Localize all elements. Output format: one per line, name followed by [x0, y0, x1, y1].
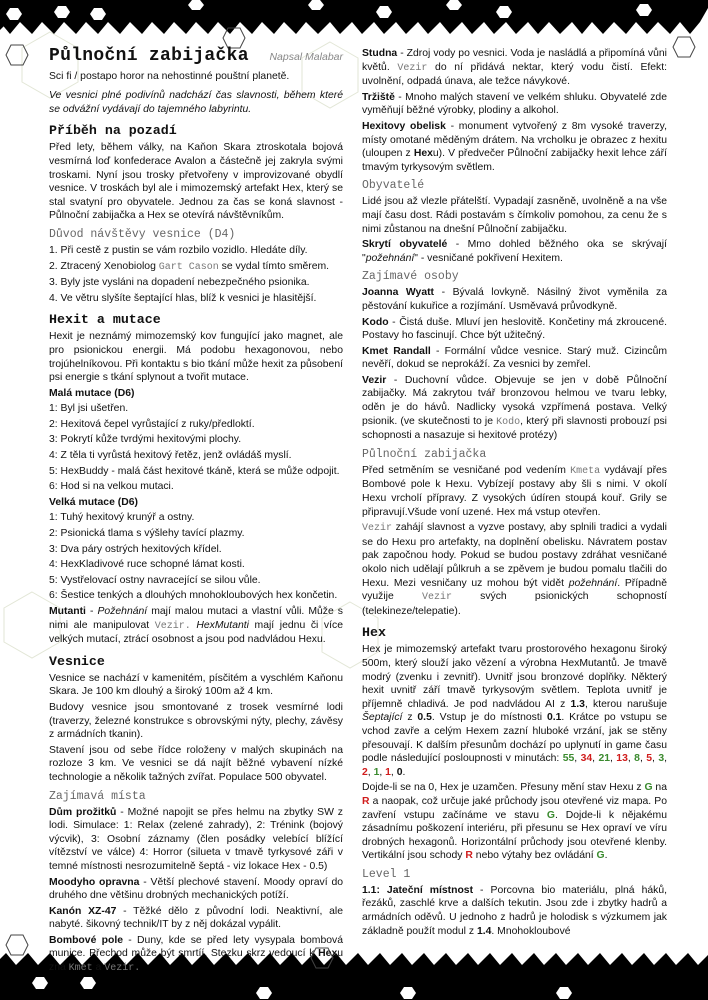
npc-name: Gart Cason: [158, 261, 219, 273]
sequence-value: 13: [616, 753, 628, 765]
village-heading: Vesnice: [49, 653, 105, 669]
subtitle: Sci fi / postapo horor na nehostinné pouštní planetě.: [49, 70, 290, 82]
village-paragraph: Stavení jsou od sebe řídce roloženy v malých skupinách na rozloze 3 km. Ve vesnici se dá najít běžné vybavení nízké technologie a několik tažných zvířat. Populace 500 obyvatel.: [49, 744, 343, 783]
inhabitants-heading: Obyvatelé: [362, 179, 425, 193]
big-mutation-item: 3: Dva páry ostrých hexitových křídel.: [49, 543, 222, 555]
reason-item: 3. Byly jste vysláni na dopadení nebezpečného psionika.: [49, 277, 310, 289]
sequence-value: 21: [598, 753, 610, 765]
person-entry: Kodo - Čistá duše. Mluví jen heslovitě. Končetiny má zkroucené. Postavy ho fascinují. Chce být užitečný.: [362, 316, 667, 342]
small-mutation-item: 3: Pokrytí kůže tvrdými hexitovými plochy.: [49, 434, 242, 446]
person-entry: Vezir - Duchovní vůdce. Objevuje se jen v době Půlnoční zabijačky. Má zakrytou tvář bronzovou helmou ve tvaru lebky, oděn je do hávů. Nadlicky vysoká vzpřímená postava. Velký psionik. (ve skutečnosti to je Kodo, který při slavnosti probouzí psi schopnosti a nasazuje si hexitové protézy): [362, 374, 667, 442]
place-entry: Hexitovy obelisk - monument vytvořený z 8m vysoké traverzy, místy omotané měděným drátem. Na vrcholku je obrazec z hexitu (uloupen z Hexu). V předvečer Půlnoční zabijačky hexit lehce září tmavým tyrkysovým světlem.: [362, 120, 667, 173]
place-entry: Dům prožitků - Možné napojit se přes helmu na zbytky SW z lodi. Simulace: 1: Relax (zelené zahrady), 2: Trénink (bojový výcvik), 3: Osobní záznamy (člen posádky velebící blížící vítězství ve válce) 4: Horror (silueta v tmavě tyrkysové záři v temné místnosti nesrozumitelně šeptá - viz lokace Hex - 0.5): [49, 806, 343, 872]
place-entry: Studna - Zdroj vody po vesnici. Voda je nasládlá a připomíná vůni květů. Vezir do ní přidává nektar, který vodu čistí. Efekt: uvolnění, odpadá únava, ale težce návykové.: [362, 48, 668, 88]
hexit-text: Hexit je neznámý mimozemský kov fungující jako magnet, ale pro psionickou energii. Má podobu hexagonovou, nebo trojúhelníkovou. Při kontaktu s bio tkání může hexit za působení psi energie s tkání splynout a tvořit mutace.: [49, 331, 343, 384]
sequence-value: 2: [362, 766, 368, 778]
backstory-heading: Příběh na pozadí: [49, 123, 177, 139]
festival-text: Před setměním se vesničané pod vedením Kmeta vydávají přes Bombové pole k Hexu. Vybízejí postavy aby šli s nimi. V okolí Hexu vrcholí přípravy. Z vysokých údíren stoupá kouř. Grily se připravují.Všude voní uzené. Hex má vstup otevřen.: [362, 464, 668, 518]
big-mutation-item: 2: Psionická tlama s výšlehy tavící plazmy.: [49, 528, 245, 540]
right-column: [362, 47, 667, 940]
place-entry: Kanón XZ-47 - Těžké dělo z původní lodi. Neaktivní, ale nabyté. šikovný technik/IT by z něj dokázal vypálit.: [49, 905, 343, 931]
small-mutation-heading: Malá mutace (D6): [49, 387, 135, 399]
person-entry: Kmet Randall - Formální vůdce vesnice. Starý muž. Cizincům nevěří, dokud se neprokáží. Za vesnici by zemřel.: [362, 345, 668, 371]
sequence-value: 1: [385, 766, 391, 778]
level1-heading: Level 1: [362, 867, 411, 881]
backstory-text: Před lety, během války, na Kaňon Skara ztroskotala bojová vesmírná loď konfederace Avalon a částečně jej zakryla svými troskami. Nyní jsou trosky přetvořeny v improvizované obydlí vesnice. V troskách byl ale i mimozemský artefakt Hex, který se stal svatyní pro obyvatele. Jednou za čas se koná slavnost - Půlnoční zabijačka a Hex se otevírá návštěvníkům.: [49, 142, 343, 222]
title-row: [49, 46, 343, 66]
tagline: Ve vesnici plné podivínů nadchází čas slavnosti, během které se odvážní vydávají do tajemného labyrintu.: [49, 90, 343, 115]
sequence-value: 3: [658, 753, 665, 765]
hidden-inhabitants: Skrytí obyvatelé - Mmo dohled běžného oka se skrývají "požehnání" - vesničané pokřivení Hexitem.: [362, 239, 667, 264]
sequence-value: 0: [396, 766, 403, 778]
sequence-value: 8: [634, 753, 640, 765]
place-entry: Bombové pole - Duny, kde se před lety vysypala bombová munice. Přechod může být smrtíí. Stezku skrz vedoucí k Hexu zná Kmet a Vezir.: [49, 934, 343, 975]
big-mutation-item: 6: Šestice tenkých a dlouhých mnohokloubových hex končetin.: [49, 590, 338, 602]
fibonacci-sequence: 55, 34, 21, 13, 8, 5, 3, 2, 1, 1, 0.: [362, 753, 667, 778]
author-credit: Napsal Malabar: [269, 51, 343, 63]
reasons-list: [49, 244, 343, 305]
big-mutation-item: 1: Tuhý hexitový krunýř a ostny.: [49, 512, 195, 524]
sequence-value: 1: [373, 766, 380, 778]
big-mutation-item: 5: Vystřelovací ostny navracející se silou vůle.: [49, 574, 261, 586]
sequence-value: 34: [580, 753, 593, 765]
place-entry: Tržiště - Mnoho malých stavení ve velkém shluku. Obyvatelé zde vyměňují běžné výrobky, plodiny a alkohol.: [362, 91, 667, 117]
page-title: Půlnoční zabijačka: [49, 46, 249, 66]
big-mutation-heading: Velká mutace (D6): [49, 496, 138, 508]
outline-hex-icon: [5, 44, 29, 66]
small-mutation-item: 6: Hod si na velkou mutaci.: [49, 481, 174, 493]
small-mutation-item: 2: Hexitová čepel vyrůstající z ruky/předloktí.: [49, 418, 255, 430]
people-heading: Zajímavé osoby: [362, 270, 459, 284]
places-heading: Zajímavá místa: [49, 789, 146, 803]
reason-item: 1. Při cestě z pustin se vám rozbilo vozidlo. Hledáte díly.: [49, 244, 308, 256]
left-column: [49, 46, 344, 978]
reason-item: 4. Ve větru slyšíte šeptající hlas, blíž k vesnici je hlasitější.: [49, 292, 317, 304]
village-paragraph: Vesnice se nachází v kamenitém, písčitém a vyschlém Kaňonu Skara. Je 100 km dlouhý a široký 100m až 4 km.: [49, 672, 343, 698]
inhabitants-text: Lidé jsou až vlezle přátelští. Vypadají zasněně, uvolněně a na vše mají času dost. Rádi postavám s čímkoliv pomohou, za cenu že s nimi zůstanou na dnešní Půlnoční zabijačku.: [362, 196, 667, 235]
hex-heading: Hex: [362, 625, 386, 641]
reasons-heading: Důvod návštěvy vesnice (D4): [49, 227, 236, 241]
room-entry: 1.1: Jateční místnost - Porcovna bio materiálu, plná háků, řezáků, zaschlé krve a dalších tekutin. Jsou zde i zbytky hadrů a armádních oděvů. U jednoho z hadrů je holodisk s výzkumem jak základně použít modul z 1.4. Mnohokloubové: [362, 884, 667, 937]
reason-item: 2. Ztracený Xenobiolog Gart Cason se vydal tímto směrem.: [49, 260, 330, 273]
outline-hex-icon: [672, 36, 696, 58]
place-entry: Moodyho opravna - Větší plechové stavení. Moody opraví do druhého dne většinu drobných mechanických potíží.: [49, 876, 344, 902]
hex-text: Hex je mimozemský artefakt tvaru prostorového hexagonu široký 500m, který slouží jako vězení a výrobna HexMutantů. Je tmavě modrý (zvenku i zevnitř). Uvnitř jsou bronzové doplňky. Některý hexit uvnitř září tmavě tyrkysovým světlem. Teplota uvnitř je příjemně chladivá. Je pod nadvládou AI z 1.3, kterou narušuje Šeptající z 0.5. Vstup je do místnosti 0.1. Krátce po vstupu se vchod zavře a celým Hexem zazní hluboké vrzání, jak se stěny přesouvají. K dalším přesunům dochází po uplynutí in game času podle následující posloupnosti v minutách: 55, 34, 21, 13, 8, 5, 3, 2, 1, 1, 0.: [362, 644, 667, 778]
hex-state-text: Dojde-li se na 0, Hex je uzamčen. Přesuny mění stav Hexu z G na R a naopak, což určuje jaké průchody jsou otevřené viz mapa. Po zavření vstupu začínáme ve stavu G. Dojde-li k nějakému zásadnímu poškození interiéru, při přesunu se Hex opraví ve víru drobných hexagonů. Horizontální průchody jsou otevřené klenby. Vertikální jsou schody R nebo výtahy bez ovládání G.: [362, 782, 667, 862]
small-mutation-item: 4: Z těla ti vyrůstá hexitový řetěz, jenž ovládáš myslí.: [49, 450, 292, 462]
outline-hex-icon: [5, 934, 29, 956]
sequence-value: 5: [646, 753, 653, 765]
village-paragraph: Budovy vesnice jsou smontované z trosek vesmírné lodi (traverzy, železné konstrukce s obrovskými nýty, plechy, závěsy z armádních tkanin).: [49, 701, 343, 741]
big-mutation-item: 4: HexKladivové ruce schopné lámat kosti.: [49, 559, 245, 571]
sequence-value: 55: [562, 753, 575, 765]
festival-text: Vezir zahájí slavnost a vyzve postavy, aby splnili tradici a vydali se do Hexu pro artefakty, na doplnění obelisku. Návratem postav pak započnou hody. Pokud se budou postavy zdráhat vesničané okolo nich udělají půlkruh a se zpěvem je budou pomalu tlačili do Hexu. Mezi vesničany uz mohou být vidět požehnání. Případně využije Vezir svých psionických schopností (telekineze/telepatie).: [362, 522, 667, 617]
mutants-paragraph: Mutanti - Požehnání mají malou mutaci a vlastní vůli. Může s nimi ale manipulovat Vezir. HexMutanti mají jednu či více velkých mutací, ztrácí osobnost a jsou pod nadvládou Hexu.: [49, 606, 343, 646]
festival-heading: Půlnoční zabijačka: [362, 447, 487, 461]
small-mutation-item: 5: HexBuddy - malá část hexitové tkáně, která se může odpojit.: [49, 465, 340, 477]
hexit-heading: Hexit a mutace: [49, 312, 161, 328]
small-mutation-item: 1: Byl jsi ušetřen.: [49, 403, 129, 415]
person-entry: Joanna Wyatt - Bývalá lovkyně. Násilný život vyměnila za pěstování kukuřice a rozjímání. Usměvavá průvodkyně.: [362, 287, 667, 312]
